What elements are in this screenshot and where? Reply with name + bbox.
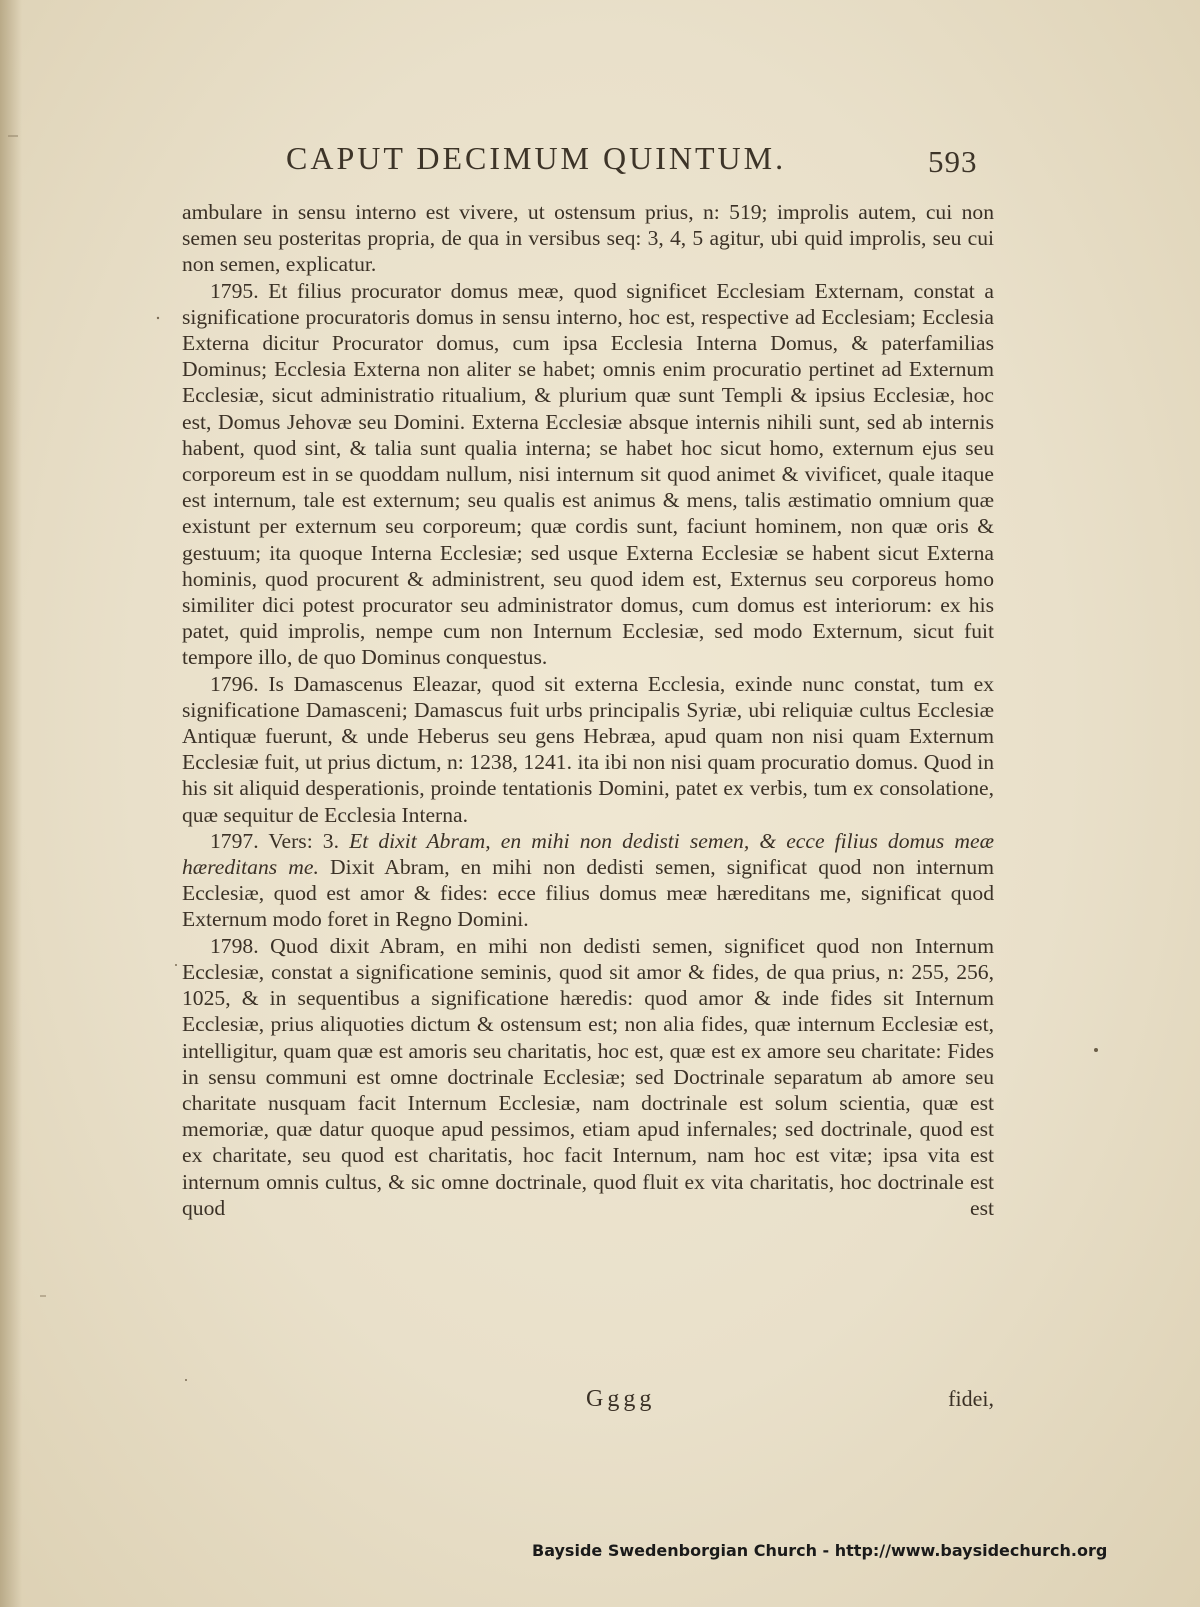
paper-speck [157, 317, 159, 319]
paper-speck [175, 964, 177, 966]
paragraph-text: Et filius procurator domus meæ, quod significet Ecclesiam Externam, constat a significatione procuratoris domus in sensu interno, hoc est, respective ad Ecclesiam; Ecclesia Externa dicitur Procurator domus, cum ipsa Ecclesia Interna Domus, & paterfamilias Dominus; Ecclesia Externa non aliter se habet; omnis enim procuratio pertinet ad Externum Ecclesiæ, sicut administratio ritualium, & plurium quæ sunt Templi & ipsius Ecclesiæ, hoc est, Domus Jehovæ seu Domini. Externa Ecclesiæ absque internis nihili sunt, sed ab internis habent, quod sint, & talia sunt qualia interna; se habet hoc sicut homo, externum ejus seu corporeum est in se quoddam nullum, nisi internum sit quod animet & vivificet, quale itaque est internum, tale est externum; seu qualis est animus & mens, talis æstimatio omnium quæ existunt per externum seu corporeum; quæ cordis sunt, faciunt hominem, non quæ oris & gestuum; ita quoque Interna Ecclesiæ; sed usque Externa Ecclesiæ se habent sicut Externa hominis, quod procurent & administrent, seu quod idem est, Externus seu corporeus homo similiter dici potest procurator seu administrator domus, cum domus est interiorum: ex his patet, quid improlis, nempe cum non Internum Ecclesiæ, sed modo Externum, sicut fuit tempore illo, de quo Dominus conquestus. [182, 278, 994, 670]
paragraph-number: 1798. [210, 933, 259, 958]
paragraph-1796 [182, 671, 994, 828]
paper-speck [1094, 1048, 1098, 1052]
paragraph-number: 1797. [210, 828, 259, 853]
paragraph-1797 [182, 828, 994, 933]
paragraph-text: Is Damascenus Eleazar, quod sit externa Ecclesia, exinde nunc constat, tum ex significatione Damasceni; Damascus fuit urbs principalis Syriæ, ubi reliquiæ cultus Ecclesiæ Antiquæ fuerunt, & unde Heberus seu gens Hebræa, apud quam non nisi quam Externum Ecclesiæ fuit, ut prius dictum, n: 1238, 1241. ita ibi non nisi quam procuratio domus. Quod in his sit aliquid desperationis, proinde tentationis Domini, patet ex verbis, tum ex consolatione, quæ sequitur de Ecclesia Interna. [182, 671, 994, 827]
page-number: 593 [928, 144, 978, 179]
paragraph-1795 [182, 278, 994, 671]
verse-reference: Vers: 3. [268, 828, 339, 853]
catchword: fidei, [948, 1386, 994, 1411]
continuation-text: ambulare in sensu interno est vivere, ut ostensum prius, n: 519; improlis autem, cui non semen seu posteritas propria, de qua in versibus seq: 3, 4, 5 agitur, ubi quid improlis, seu cui non semen, explicatur. [182, 200, 994, 277]
continuation-paragraph [182, 199, 994, 278]
paragraph-text: Quod dixit Abram, en mihi non dedisti semen, significet quod non Internum Ecclesiæ, constat a significatione seminis, quod sit amor & fides, de qua prius, n: 255, 256, 1025, & in sequentibus a significatione hæredis: quod amor & inde fides sit Internum Ecclesiæ, prius aliquoties dictum & ostensum est; non alia fides, quæ internum Ecclesiæ est, intelligitur, quam quæ est amoris seu charitatis, hoc est, quæ est ex amore seu charitate: Fides in sensu communi est omne doctrinale Ecclesiæ; sed Doctrinale separatum ab amore seu charitate nusquam facit Internum Ecclesiæ, nam doctrinale est solum scientia, quæ est memoriæ, quæ datur quoque apud pessimos, etiam apud infernales; sed doctrinale, quod est ex charitate, seu quod est charitatis, hoc facit Internum, nam hoc est vitæ; ipsa vita est internum omnis cultus, & sic omne doctrinale, quod fluit ex vita charitatis, hoc doctrinale est quod est [182, 933, 994, 1220]
signature-mark: Gggg [586, 1386, 656, 1412]
text-block [182, 199, 994, 1221]
paragraph-text: Dixit Abram, en mihi non dedisti semen, significat quod non internum Ecclesiæ, quod est amor & fides: ecce filius domus meæ hæreditans me, significat quod Externum modo foret in Regno Domini. [182, 855, 994, 932]
page-footer [182, 1386, 994, 1416]
paragraph-1798 [182, 933, 994, 1221]
running-head [180, 140, 1000, 180]
running-title: CAPUT DECIMUM QUINTUM. [286, 140, 787, 176]
verse-quotation: Et dixit Abram, en mihi non dedisti semen, & ecce filius domus meæ hæreditans me. [182, 828, 995, 880]
paper-speck [185, 1379, 187, 1381]
paragraph-number: 1796. [210, 671, 259, 696]
watermark-credit: Bayside Swedenborgian Church - http://www.baysidechurch.org [532, 1541, 1108, 1560]
page-gutter-shadow [0, 0, 22, 1607]
paragraph-number: 1795. [210, 278, 259, 303]
